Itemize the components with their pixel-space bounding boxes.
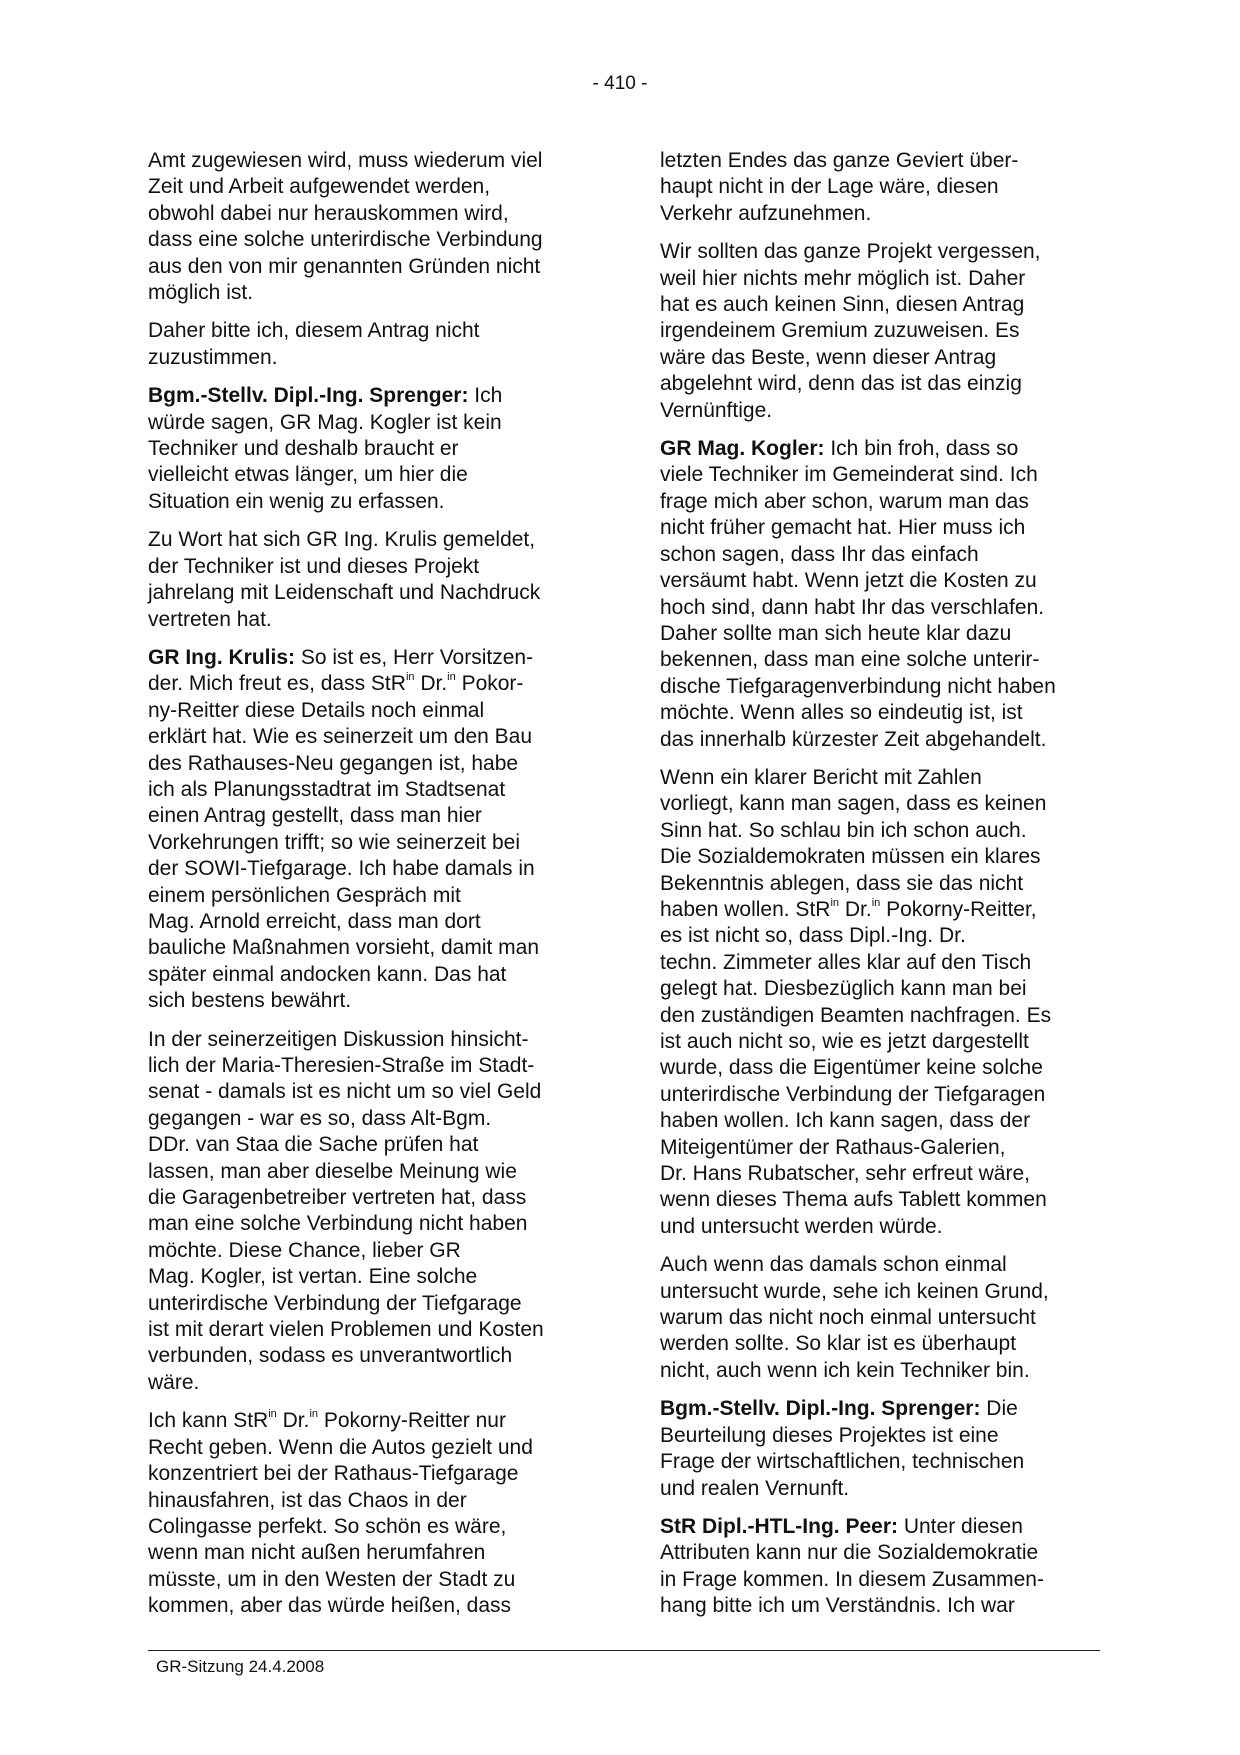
footer-text: GR-Sitzung 24.4.2008 <box>156 1657 325 1676</box>
speaker-name: Bgm.-Stellv. Dipl.-Ing. Sprenger: <box>148 384 469 408</box>
paragraph: In der seinerzeitigen Diskussion hinsicht- lich der Maria-Theresien-Straße im Stadt- senat - damals ist es nicht um so viel Geld gegangen - war es so, dass Alt-Bgm. DDr. van Staa die Sache prüfen hat lassen, man aber dieselbe Meinung wie die Garagenbetreiber vertreten hat, dass man eine solche Verbindung nicht haben möchte. Diese Chance, lieber GR Mag. Kogler, ist vertan. Eine solche unterirdische Verbindung der Tiefgarage ist mit derart vielen Problemen und Kosten verbunden, sodass es unverantwortlich wäre. <box>148 1027 544 1394</box>
speech-text: Dr. <box>839 897 872 921</box>
paragraph <box>660 436 1100 753</box>
speech-text: So ist es, Herr Vorsitzen- der. Mich freut es, dass StR <box>148 645 534 696</box>
left-column <box>148 148 588 1632</box>
speech-text: Die Beurteilung dieses Projektes ist eine Frage der wirtschaftlichen, technischen und realen Vernunft. <box>660 1397 1025 1500</box>
paragraph: Auch wenn das damals schon einmal untersucht wurde, sehe ich keinen Grund, warum das nicht noch einmal untersucht werden sollte. So klar ist es überhaupt nicht, auch wenn ich kein Techniker bin. <box>660 1253 1049 1382</box>
paragraph <box>660 1396 1100 1502</box>
speech-text: Wenn ein klarer Bericht mit Zahlen vorliegt, kann man sagen, dass es keinen Sinn hat. So schlau bin ich schon auch. Die Sozialdemokraten müssen ein klares Bekenntnis ablegen, dass sie das nicht haben wollen. StR <box>660 765 1047 921</box>
superscript: in <box>830 896 840 909</box>
paragraph <box>660 1514 1100 1620</box>
speech-text: Dr. <box>276 1409 310 1433</box>
paragraph: Amt zugewiesen wird, muss wiederum viel Zeit und Arbeit aufgewendet werden, obwohl dabei nur herauskommen wird, dass eine solche unterirdische Verbindung aus den von mir genannten Gründen nicht möglich ist. <box>148 149 543 305</box>
paragraph: letzten Endes das ganze Geviert über- haupt nicht in der Lage wäre, diesen Verkehr aufzunehmen. <box>660 149 1019 225</box>
paragraph <box>148 645 588 1015</box>
speaker-name: GR Mag. Kogler: <box>660 437 825 461</box>
speech-text: Ich bin froh, dass so viele Techniker im Gemeinderat sind. Ich frage mich aber schon, warum man das nicht früher gemacht hat. Hier muss ich schon sagen, dass Ihr das einfach versäumt habt. Wenn jetzt die Kosten zu hoch sind, dann habt Ihr das verschlafen. Daher sollte man sich heute klar dazu bekennen, dass man eine solche unterir- dische Tiefgaragenverbindung nicht haben möchte. Wenn alles so eindeutig ist, ist das innerhalb kürzester Zeit abgehandelt. <box>660 437 1056 751</box>
paragraph <box>148 1408 588 1619</box>
speaker-name: Bgm.-Stellv. Dipl.-Ing. Sprenger: <box>660 1397 981 1421</box>
speaker-name: GR Ing. Krulis: <box>148 645 295 669</box>
superscript: in <box>447 671 456 684</box>
paragraph <box>148 383 588 515</box>
right-column <box>660 148 1100 1632</box>
superscript: in <box>405 671 415 684</box>
superscript: in <box>871 896 881 909</box>
speech-text: Dr. <box>414 672 448 696</box>
speech-text: Pokor- ny-Reitter diese Details noch einmal erklärt hat. Wie es seinerzeit um den Bau des Rathauses-Neu gegangen ist, habe ich als Planungsstadtrat im Stadtsenat einen Antrag gestellt, dass man hier Vorkehrungen trifft; so wie seinerzeit bei der SOWI-Tiefgarage. Ich habe damals in einem persönlichen Gespräch mit Mag. Arnold erreicht, dass man dort bauliche Maßnahmen vorsieht, damit man später einmal andocken kann. Das hat sich bestens bewährt. <box>148 672 540 1013</box>
footer-divider <box>148 1650 1100 1651</box>
speech-text: Ich kann StR <box>148 1409 269 1433</box>
speaker-name: StR Dipl.-HTL-Ing. Peer: <box>660 1514 898 1538</box>
speech-text: Ich würde sagen, GR Mag. Kogler ist kein Techniker und deshalb braucht er vielleicht etwas länger, um hier die Situation ein wenig zu erfassen. <box>148 384 503 513</box>
speech-text: Pokorny-Reitter nur Recht geben. Wenn die Autos gezielt und konzentriert bei der Rathaus-Tiefgarage hinausfahren, ist das Chaos in der Colingasse perfekt. So schön es wäre, wenn man nicht außen herumfahren müsste, um in den Westen der Stadt zu kommen, aber das würde heißen, dass <box>148 1409 533 1618</box>
superscript: in <box>309 1408 319 1421</box>
speech-text: Pokorny-Reitter, es ist nicht so, dass Dipl.-Ing. Dr. techn. Zimmeter alles klar auf den Tisch gelegt hat. Diesbezüglich kann man bei den zuständigen Beamten nachfragen. Es ist auch nicht so, wie es jetzt dargestellt wurde, dass die Eigentümer keine solche unterirdische Verbindung der Tiefgaragen haben wollen. Ich kann sagen, dass der Miteigentümer der Rathaus-Galerien, Dr. Hans Rubatscher, sehr erfreut wäre, wenn dieses Thema aufs Tablett kommen und untersucht werden würde. <box>660 897 1052 1238</box>
paragraph: Daher bitte ich, diesem Antrag nicht zuzustimmen. <box>148 319 480 369</box>
paragraph: Zu Wort hat sich GR Ing. Krulis gemeldet, der Techniker ist und dieses Projekt jahrelang mit Leidenschaft und Nachdruck vertreten hat. <box>148 528 541 631</box>
paragraph: Wir sollten das ganze Projekt vergessen, weil hier nichts mehr möglich ist. Daher hat es auch keinen Sinn, diesen Antrag irgendeinem Gremium zuzuweisen. Es wäre das Beste, wenn dieser Antrag abgelehnt wird, denn das ist das einzig Vernünftige. <box>660 240 1041 422</box>
superscript: in <box>268 1408 277 1421</box>
paragraph <box>660 765 1100 1240</box>
page-number: - 410 - <box>592 73 648 94</box>
speech-text: Unter diesen Attributen kann nur die Sozialdemokratie in Frage kommen. In diesem Zusammen- hang bitte ich um Verständnis. Ich war <box>660 1514 1044 1618</box>
